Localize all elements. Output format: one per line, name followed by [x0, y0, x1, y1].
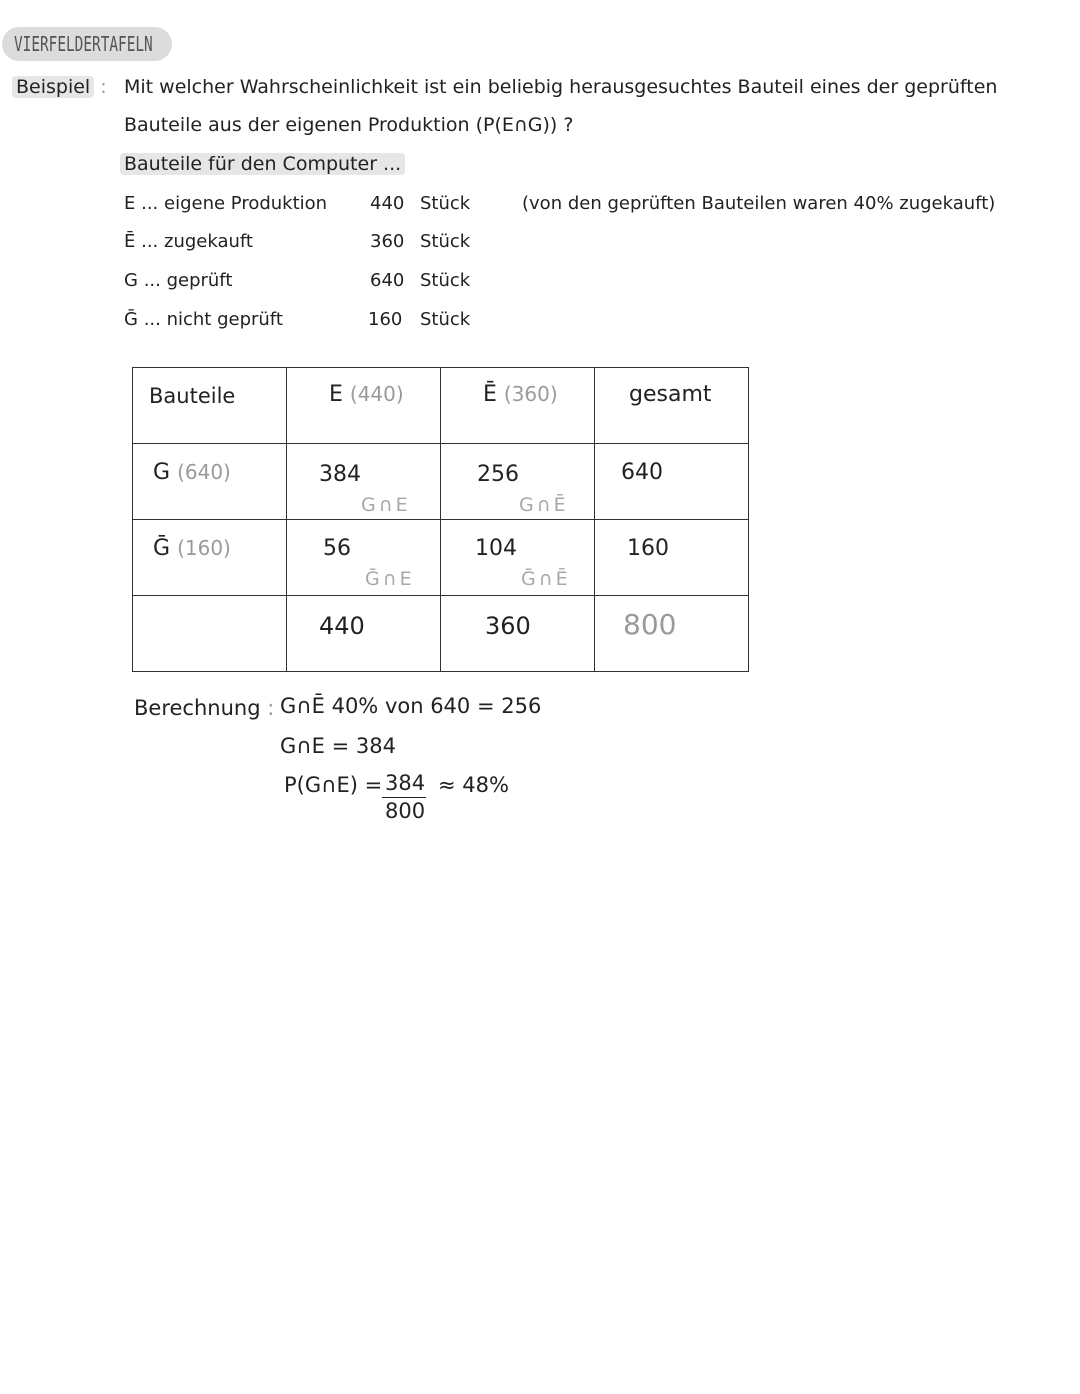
table-header-cell: Ē (360) [441, 368, 595, 444]
legend-item: Ē ... zugekauft [124, 231, 253, 252]
example-label: Beispiel : [12, 76, 107, 98]
table-cell-total: 440 [287, 596, 441, 672]
legend-count: 640 [370, 270, 405, 291]
probability-label: P(G∩E) = [284, 773, 383, 797]
table-header-cell: gesamt [595, 368, 749, 444]
legend-count: 360 [370, 231, 405, 252]
calculation-label: Berechnung : [134, 696, 275, 720]
table-cell-grand-total: 800 [595, 596, 749, 672]
table-cell: 104 Ḡ∩Ē [441, 520, 595, 596]
legend-unit: Stück [420, 309, 471, 330]
question-line-1: Mit welcher Wahrscheinlichkeit ist ein beliebig herausgesuchtes Bauteil eines der geprüften [124, 76, 998, 98]
context-text: Bauteile für den Computer ... [120, 153, 405, 175]
legend-count: 160 [368, 309, 403, 330]
table-header-cell: E (440) [287, 368, 441, 444]
note-text: (von den geprüften Bauteilen waren 40% zugekauft) [522, 193, 996, 214]
table-cell: 56 Ḡ∩E [287, 520, 441, 596]
table-cell-total: 160 [595, 520, 749, 596]
legend-unit: Stück [420, 231, 471, 252]
four-field-table [132, 367, 749, 672]
table-row-label: G (640) [133, 444, 287, 520]
calculation-line-1: G∩Ē 40% von 640 = 256 [280, 694, 542, 718]
legend-count: 440 [370, 193, 405, 214]
calculation-line-2: G∩E = 384 [280, 734, 396, 758]
table-cell-total: 360 [441, 596, 595, 672]
table-header-cell: Bauteile [133, 368, 287, 444]
legend-item: E ... eigene Produktion [124, 193, 328, 214]
legend-item: G ... geprüft [124, 270, 233, 291]
fraction-numerator: 384 [385, 771, 426, 795]
legend-unit: Stück [420, 193, 471, 214]
table-cell: 256 G∩Ē [441, 444, 595, 520]
fraction-denominator: 800 [385, 799, 426, 823]
question-line-2: Bauteile aus der eigenen Produktion (P(E∩G)) ? [124, 114, 574, 136]
table-row-label: Ḡ (160) [133, 520, 287, 596]
fraction-bar [382, 797, 426, 798]
legend-unit: Stück [420, 270, 471, 291]
table-row-label [133, 596, 287, 672]
page-title: VIERFELDERTAFELN [14, 32, 153, 56]
probability-result: ≈ 48% [438, 773, 509, 797]
legend-item: Ḡ ... nicht geprüft [124, 309, 283, 330]
table-cell: 384 G∩E [287, 444, 441, 520]
table-cell-total: 640 [595, 444, 749, 520]
